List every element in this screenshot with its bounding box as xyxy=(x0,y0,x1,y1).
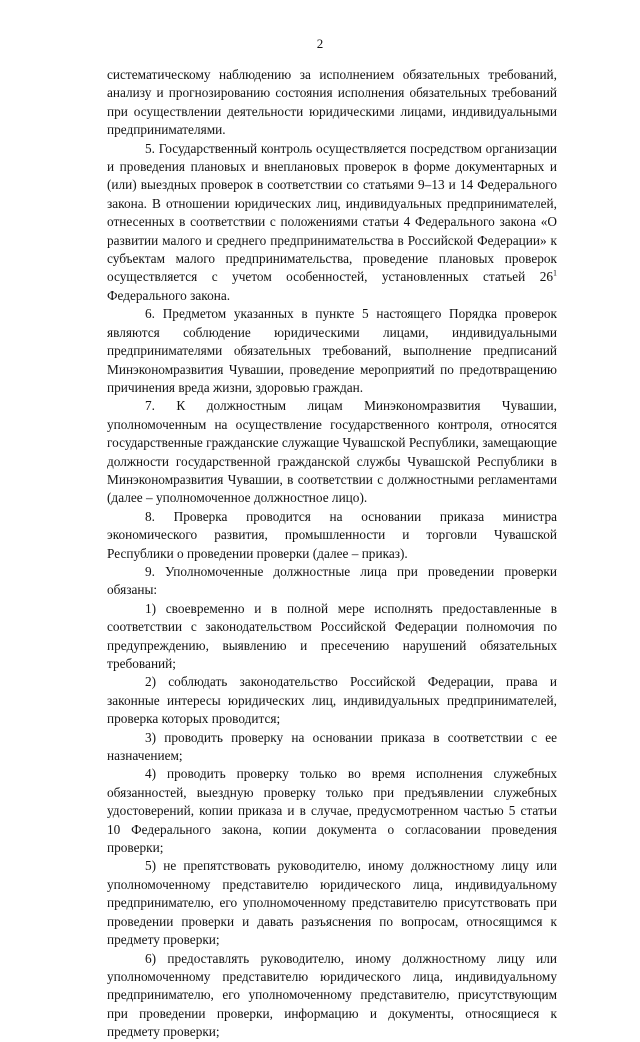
paragraph-5 xyxy=(107,140,557,306)
page-number: 2 xyxy=(316,36,324,51)
footnote-superscript: 1 xyxy=(553,269,557,279)
paragraph-7: 7. К должностным лицам Минэкономразвития Чувашии, уполномоченным на осуществление государственного контроля, относятся государственные гражданские служащие Чувашской Республики, замещающие должности государственной гражданской службы Чувашской Республики в Минэкономразвития Чувашии, в соответствии с должностными регламентами (далее – уполномоченное должностное лицо). xyxy=(107,398,557,506)
list-item-1: 1) своевременно и в полной мере исполнять предоставленные в соответствии с законодательством Российской Федерации полномочия по предупреждению, выявлению и пресечению нарушений обязательных требований; xyxy=(107,600,557,671)
paragraph-5-text-end: Федерального закона. xyxy=(107,287,231,303)
list-item-4: 4) проводить проверку только во время исполнения служебных обязанностей, выездную проверку только при предъявлении служебных удостоверений, копии приказа и в случае, предусмотренном частью 5 статьи 10 Федерального закона, копии документа о согласовании проведения проверки; xyxy=(107,766,557,856)
list-item-3: 3) проводить проверку на основании приказа в соответствии с ее назначением; xyxy=(107,729,557,764)
body-text xyxy=(107,66,557,1042)
paragraph-9: 9. Уполномоченные должностные лица при проведении проверки обязаны: xyxy=(107,563,557,598)
paragraph-continuation: систематическому наблюдению за исполнением обязательных требований, анализу и прогнозированию состояния исполнения обязательных требований при осуществлении деятельности юридическими лицами, индивидуальными предпринимателями. xyxy=(107,67,557,138)
list-item-5: 5) не препятствовать руководителю, иному должностному лицу или уполномоченному представителю юридического лица, индивидуальному предпринимателю, его уполномоченному представителю присутствовать при проведении проверки и давать разъяснения по вопросам, относящимся к предмету проверки; xyxy=(107,858,557,948)
list-item-6: 6) предоставлять руководителю, иному должностному лицу или уполномоченному представителю юридического лица, индивидуальному предпринимателю, его уполномоченному представителю, присутствующим при проведении проверки, информацию и документы, относящиеся к предмету проверки; xyxy=(107,950,557,1040)
list-item-2: 2) соблюдать законодательство Российской Федерации, права и законные интересы юридических лиц, индивидуальных предпринимателей, проверка которых проводится; xyxy=(107,674,557,727)
paragraph-6: 6. Предметом указанных в пункте 5 настоящего Порядка проверок являются соблюдение юридическими лицами, индивидуальными предпринимателями обязательных требований, выполнение предписаний Минэкономразвития Чувашии, проведение мероприятий по предотвращению причинения вреда жизни, здоровью граждан. xyxy=(107,306,557,395)
paragraph-8: 8. Проверка проводится на основании приказа министра экономического развития, промышленности и торговли Чувашской Республики о проведении проверки (далее – приказ). xyxy=(107,508,557,561)
paragraph-5-text: 5. Государственный контроль осуществляется посредством организации и проведения плановых и внеплановых проверок в форме документарных и (или) выездных проверок в соответствии со статьями 9–13 и 14 Федерального закона. В отношении юридических лиц, индивидуальных предпринимателей, отнесенных в соответствии с положениями статьи 4 Федерального закона «О развитии малого и среднего предпринимательства в Российской Федерации» к субъектам малого предпринимательства, проведение плановых проверок осуществляется с учетом особенностей, установленных статьей 26 xyxy=(107,140,557,285)
